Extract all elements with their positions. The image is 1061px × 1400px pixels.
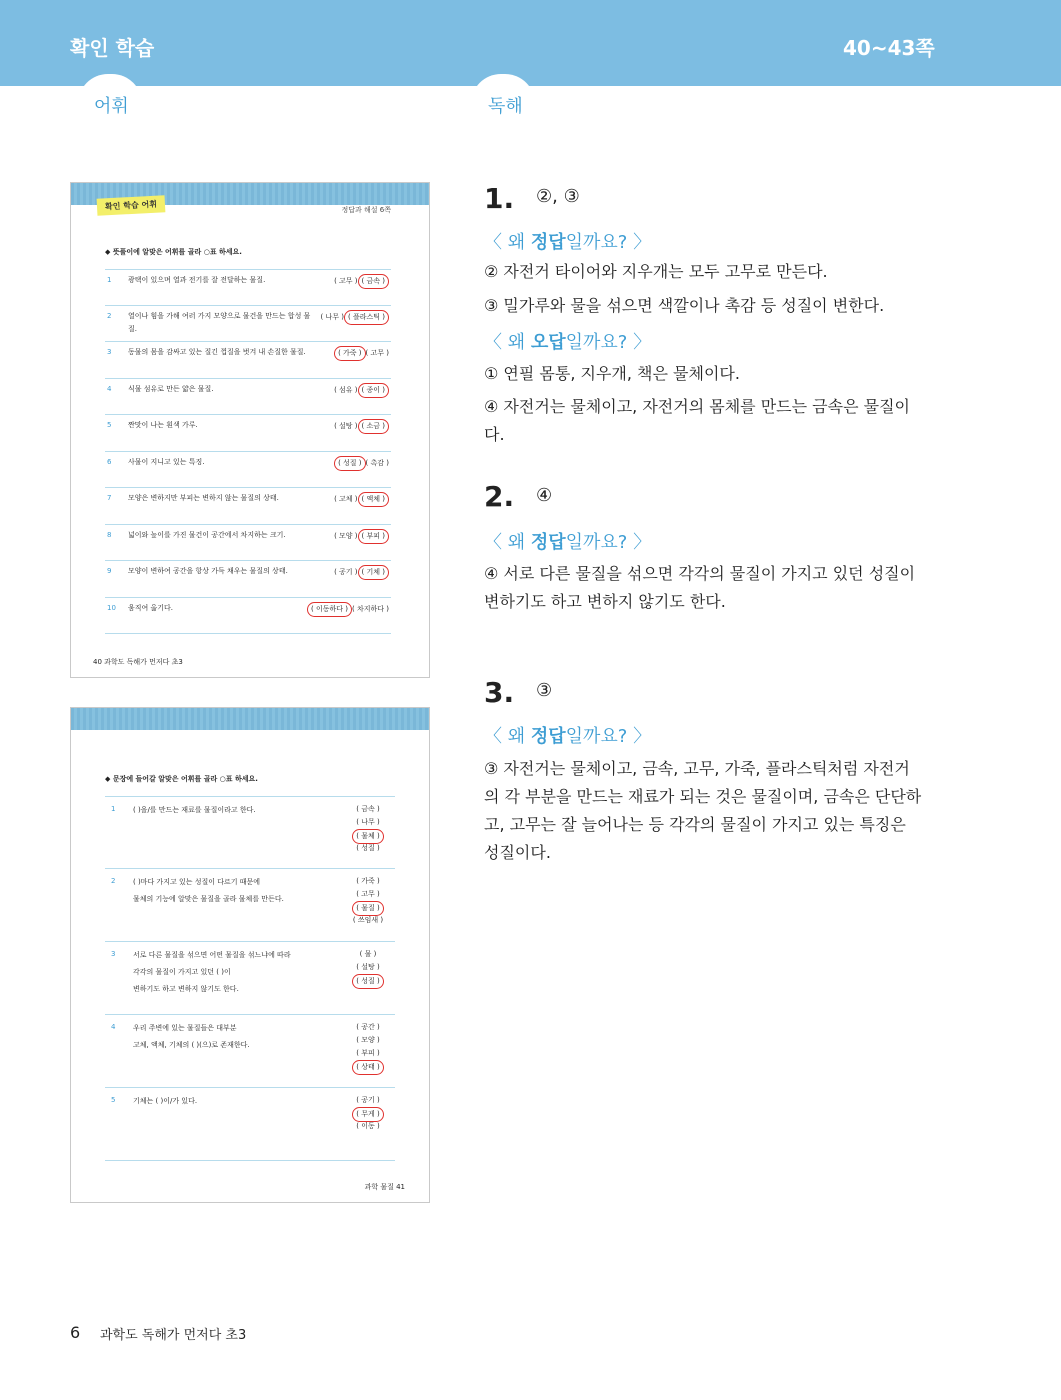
thumbnail-row-options	[334, 383, 389, 398]
book-title: 과학도 독해가 먼저다 초3	[100, 1328, 247, 1343]
thumbnail-option-label: 부피	[361, 1049, 375, 1057]
question-number: 2.	[484, 480, 515, 513]
thumbnail-row-options	[334, 565, 389, 580]
thumbnail-row-number: 4	[107, 385, 112, 393]
thumbnail-row-options	[334, 492, 389, 507]
thumbnail-row-number: 2	[111, 877, 116, 885]
explanation-text: ③ 자전거는 물체이고, 금속, 고무, 가죽, 플라스틱처럼 자전거의 각 부분을 만드는 재료가 되는 것은 물질이며, 금속은 단단하고, 고무는 잘 늘어나는 등 각각의 물질이 가지고 있는 특징은 성질이다.	[484, 759, 922, 862]
thumbnail-row-number: 7	[107, 494, 112, 502]
thumbnail-row-options	[334, 419, 389, 434]
thumbnail-option-label: 설탕	[339, 422, 353, 430]
explanation-text: ④ 서로 다른 물질을 섞으면 각각의 물질이 가지고 있던 성질이 변하기도 하고 변하지 않기도 한다.	[484, 564, 916, 611]
thumbnail-row	[105, 524, 391, 560]
thumbnail-option: ( 섬유 )	[334, 386, 358, 394]
why-correct-heading: 〈 왜 정답일까요? 〉	[484, 232, 652, 253]
thumbnail-option: ( 공기 )	[334, 568, 358, 576]
thumbnail-option-label: 고무	[339, 277, 353, 285]
worksheet-thumbnail-p40	[70, 182, 430, 678]
thumbnail-row	[105, 597, 391, 633]
thumbnail-row	[105, 341, 391, 377]
section-label-vocab: 어휘	[94, 96, 129, 117]
thumbnail-row-number: 1	[107, 276, 112, 284]
thumbnail-row-text: 짠맛이 나는 흰색 가루.	[128, 421, 198, 429]
thumbnail-option-label: 모양	[361, 1036, 375, 1044]
thumbnail-option: ( 공기 )	[356, 1096, 380, 1104]
thumbnail-option-label: 고무	[361, 890, 375, 898]
thumbnail-option-label: 고체	[339, 495, 353, 503]
thumbnail-header-band	[71, 708, 429, 730]
thumbnail-row-text: 각각의 물질이 가지고 있던 ( )이	[133, 968, 231, 976]
thumbnail-option: ( 플라스틱 )	[344, 310, 389, 325]
thumbnail-row	[105, 378, 391, 414]
thumbnail-option-label: 공기	[339, 568, 353, 576]
thumbnail-option: ( 고체 )	[334, 495, 358, 503]
thumbnail-row	[105, 487, 391, 523]
thumbnail-option: ( 가죽 )	[356, 877, 380, 885]
thumbnail-row	[105, 269, 391, 305]
thumbnail-row-number: 2	[107, 312, 112, 320]
thumbnail-instruction: ◆ 뜻풀이에 알맞은 어휘를 골라 ○표 하세요.	[105, 248, 242, 256]
thumbnail-footer: 40 과학도 독해가 먼저다 초3	[93, 658, 183, 666]
thumbnail-option: ( 금속 )	[356, 805, 380, 813]
worksheet-thumbnail-p41	[70, 707, 430, 1203]
thumbnail-option-label: 금속	[361, 805, 375, 813]
header-page-range: 40~43쪽	[843, 36, 935, 60]
thumbnail-row-number: 8	[107, 531, 112, 539]
thumbnail-option: ( 설탕 )	[334, 422, 358, 430]
thumbnail-option-label: 고무	[370, 349, 385, 357]
thumbnail-option: ( 무게 )	[343, 1107, 393, 1122]
thumbnail-row	[105, 305, 391, 341]
thumbnail-option-label: 무게	[361, 1110, 375, 1118]
thumbnail-row-number: 3	[111, 950, 116, 958]
thumbnail-row-text: 광택이 있으며 열과 전기를 잘 전달하는 물질.	[128, 276, 266, 284]
thumbnail-answer-ref: 정답과 해설 6쪽	[341, 206, 391, 214]
thumbnail-option: ( 모양 )	[334, 532, 358, 540]
thumbnail-option-label: 모양	[339, 532, 353, 540]
question-number: 3.	[484, 676, 515, 709]
thumbnail-option-label: 액체	[366, 495, 381, 503]
thumbnail-row-text: 서로 다른 물질을 섞으면 어떤 물질을 섞느냐에 따라	[133, 951, 291, 959]
thumbnail-divider	[105, 1160, 395, 1161]
thumbnail-option-label: 상태	[361, 1063, 375, 1071]
thumbnail-option-label: 섬유	[339, 386, 353, 394]
thumbnail-footer: 과학 물질 41	[364, 1183, 405, 1191]
thumbnail-row-text: 넓이와 높이를 가진 물건이 공간에서 차지하는 크기.	[128, 531, 286, 539]
thumbnail-row-number: 5	[111, 1096, 116, 1104]
thumbnail-divider	[105, 633, 391, 634]
question-number: 1.	[484, 182, 515, 215]
thumbnail-row-number: 1	[111, 805, 116, 813]
thumbnail-option: ( 소금 )	[358, 419, 389, 434]
thumbnail-option-label: 성질	[361, 977, 375, 985]
thumbnail-option-label: 금속	[366, 277, 381, 285]
thumbnail-instruction: ◆ 문장에 들어갈 알맞은 어휘를 골라 ○표 하세요.	[105, 775, 258, 783]
thumbnail-row-number: 10	[107, 604, 116, 612]
thumbnail-option-label: 설탕	[361, 963, 375, 971]
thumbnail-row-text: 변하기도 하고 변하지 않기도 한다.	[133, 985, 239, 993]
thumbnail-option-label: 소금	[366, 422, 381, 430]
thumbnail-option-label: 나무	[361, 818, 375, 826]
header-title: 확인 학습	[70, 36, 155, 60]
thumbnail-option-label: 플라스틱	[352, 313, 381, 321]
thumbnail-row	[105, 796, 395, 868]
thumbnail-option: ( 액체 )	[358, 492, 389, 507]
thumbnail-option: ( 부피 )	[358, 529, 389, 544]
thumbnail-option-label: 나무	[325, 313, 340, 321]
thumbnail-row	[105, 451, 391, 487]
thumbnail-option-label: 이동하다	[315, 605, 344, 613]
thumbnail-row-text: 열이나 힘을 가해 여러 가지 모양으로 물건을 만드는 합성 물질.	[128, 312, 311, 333]
thumbnail-option-label: 쓰임새	[357, 916, 379, 924]
thumbnail-option-label: 부피	[366, 532, 381, 540]
thumbnail-row-text: ( )마다 가지고 있는 성질이 다르기 때문에	[133, 878, 261, 886]
explanation-text: ③ 밀가루와 물을 섞으면 색깔이나 촉감 등 성질이 변한다.	[484, 296, 885, 315]
thumbnail-row-options	[307, 602, 389, 617]
thumbnail-row	[105, 1087, 395, 1160]
thumbnail-option: ( 고무 )	[365, 349, 389, 357]
thumbnail-option: ( 고무 )	[356, 890, 380, 898]
thumbnail-option-label: 촉감	[370, 459, 385, 467]
thumbnail-row-number: 5	[107, 421, 112, 429]
thumbnail-option: ( 차지하다 )	[352, 605, 389, 613]
thumbnail-row-text: 물체의 기능에 알맞은 물질을 골라 물체를 만든다.	[133, 895, 284, 903]
thumbnail-row-text: 사물이 지니고 있는 특징.	[128, 458, 205, 466]
thumbnail-option: ( 기체 )	[358, 565, 389, 580]
thumbnail-option-label: 성질	[361, 844, 375, 852]
thumbnail-option-label: 공기	[361, 1096, 375, 1104]
thumbnail-row	[105, 560, 391, 596]
thumbnail-option: ( 모양 )	[356, 1036, 380, 1044]
thumbnail-row-options	[334, 456, 389, 471]
thumbnail-option-label: 물	[364, 950, 372, 958]
thumbnail-option: ( 이동 )	[356, 1122, 380, 1130]
thumbnail-row-number: 9	[107, 567, 112, 575]
thumbnail-row	[105, 414, 391, 450]
page-number: 6	[70, 1323, 81, 1342]
thumbnail-row-options	[334, 274, 389, 289]
thumbnail-option: ( 부피 )	[356, 1049, 380, 1057]
thumbnail-option: ( 물체 )	[343, 829, 393, 844]
thumbnail-option: ( 설탕 )	[356, 963, 380, 971]
thumbnail-sticky-note: 확인 학습 어휘	[97, 195, 166, 216]
explanation-text: ② 자전거 타이어와 지우개는 모두 고무로 만든다.	[484, 262, 828, 281]
explanation-text: ① 연필 몸통, 지우개, 책은 물체이다.	[484, 364, 740, 383]
explanation-text: ④ 자전거는 물체이고, 자전거의 몸체를 만드는 금속은 물질이다.	[484, 397, 910, 444]
thumbnail-option: ( 공간 )	[356, 1023, 380, 1031]
thumbnail-row-text: 우리 주변에 있는 물질들은 대부분	[133, 1024, 237, 1032]
thumbnail-option-label: 차지하다	[356, 605, 385, 613]
question-answer: ③	[536, 680, 553, 701]
why-correct-heading: 〈 왜 정답일까요? 〉	[484, 726, 652, 747]
thumbnail-option: ( 물 )	[359, 950, 377, 958]
thumbnail-option: ( 물질 )	[343, 901, 393, 916]
thumbnail-row-text: 기체는 ( )이/가 있다.	[133, 1097, 198, 1105]
thumbnail-option-label: 공간	[361, 1023, 375, 1031]
thumbnail-row-number: 6	[107, 458, 112, 466]
thumbnail-row-text: 식물 섬유로 만든 얇은 물질.	[128, 385, 214, 393]
thumbnail-option: ( 성질 )	[334, 456, 365, 471]
thumbnail-option: ( 성질 )	[343, 974, 393, 989]
thumbnail-option: ( 상태 )	[343, 1060, 393, 1075]
thumbnail-row-text: 움직여 옮기다.	[128, 604, 174, 612]
question-answer: ②, ③	[536, 186, 580, 207]
thumbnail-option: ( 성질 )	[356, 844, 380, 852]
thumbnail-option: ( 촉감 )	[365, 459, 389, 467]
thumbnail-option: ( 고무 )	[334, 277, 358, 285]
thumbnail-row	[105, 1014, 395, 1087]
thumbnail-row-text: 고체, 액체, 기체의 ( )(으)로 존재한다.	[133, 1041, 250, 1049]
thumbnail-option: ( 이동하다 )	[307, 602, 352, 617]
thumbnail-option-label: 이동	[361, 1122, 375, 1130]
why-wrong-heading: 〈 왜 오답일까요? 〉	[484, 332, 652, 353]
thumbnail-option: ( 쓰임새 )	[352, 916, 384, 924]
thumbnail-option: ( 종이 )	[358, 383, 389, 398]
thumbnail-option-label: 종이	[366, 386, 381, 394]
thumbnail-option-label: 가죽	[361, 877, 375, 885]
thumbnail-option: ( 나무 )	[320, 313, 344, 321]
thumbnail-option-label: 물질	[361, 904, 375, 912]
thumbnail-row-number: 3	[107, 348, 112, 356]
thumbnail-row-text: ( )을/를 만드는 재료를 물질이라고 한다.	[133, 806, 256, 814]
thumbnail-row-text: 모양이 변하여 공간을 항상 가득 채우는 물질의 상태.	[128, 567, 288, 575]
thumbnail-row-text: 모양은 변하지만 부피는 변하지 않는 물질의 상태.	[128, 494, 279, 502]
thumbnail-row	[105, 868, 395, 941]
thumbnail-option-label: 기체	[366, 568, 381, 576]
thumbnail-option-label: 가죽	[343, 349, 357, 357]
question-answer: ④	[536, 485, 553, 506]
why-correct-heading: 〈 왜 정답일까요? 〉	[484, 532, 652, 553]
thumbnail-row-options	[321, 310, 389, 325]
section-label-reading: 독해	[488, 96, 523, 117]
thumbnail-option: ( 나무 )	[356, 818, 380, 826]
thumbnail-row	[105, 941, 395, 1014]
thumbnail-option: ( 가죽 )	[334, 346, 365, 361]
thumbnail-option-label: 성질	[343, 459, 357, 467]
thumbnail-row-text: 동물의 몸을 감싸고 있는 질긴 껍질을 벗겨 내 손질한 물질.	[128, 348, 306, 356]
thumbnail-row-options	[334, 529, 389, 544]
thumbnail-row-number: 4	[111, 1023, 116, 1031]
thumbnail-row-options	[334, 346, 389, 361]
thumbnail-option: ( 금속 )	[358, 274, 389, 289]
thumbnail-option-label: 물체	[361, 832, 375, 840]
